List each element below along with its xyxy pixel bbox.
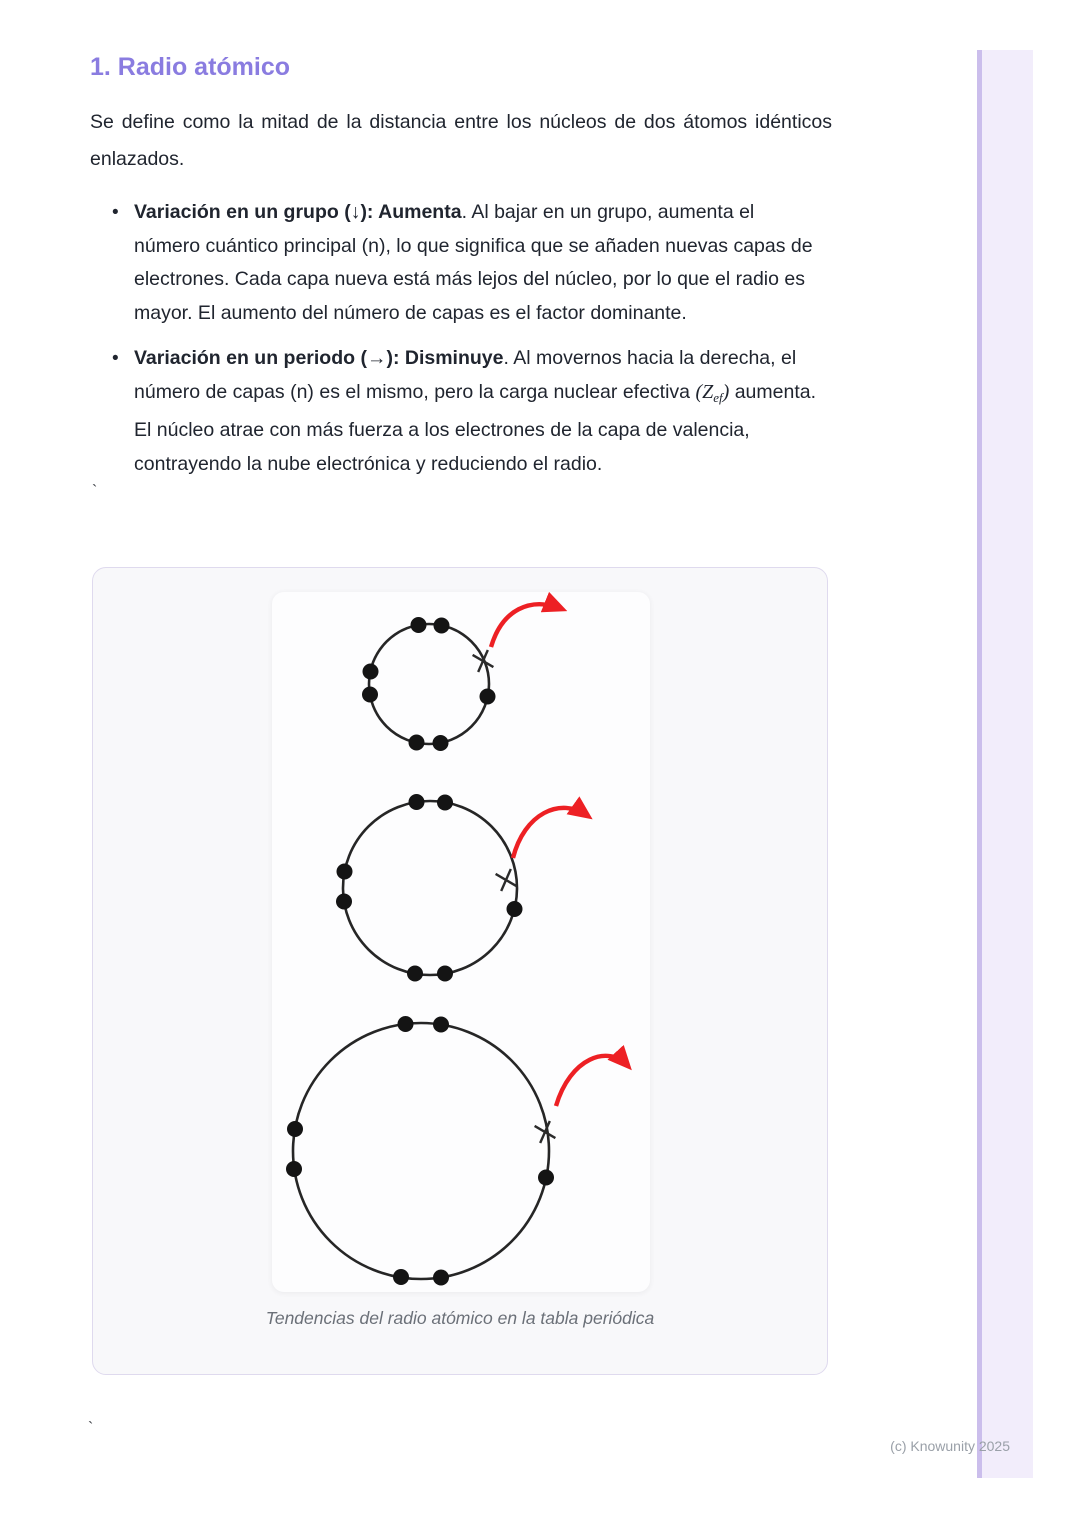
copyright-notice: (c) Knowunity 2025 — [890, 1438, 1010, 1454]
atomic-radius-figure — [272, 592, 650, 1292]
bullet2-body-text-pre: . Al movernos hacia la derecha, el número de capas (n) es el mismo, pero la carga nuclear efectiva — [134, 347, 797, 403]
bullet2-body-text-post: aumenta. El núcleo atrae con más fuerza a los electrones de la capa de valencia, contrayendo la nube electrónica y reduciendo el radio. — [134, 380, 817, 475]
page-edge-accent-bar — [977, 50, 1033, 1478]
figure-caption: Tendencias del radio atómico en la tabla periódica — [265, 1308, 655, 1328]
bullet-marker: • — [112, 202, 119, 223]
atoms-illustration — [272, 592, 650, 1292]
stray-backtick-top: ` — [92, 483, 98, 500]
trend-arrow — [513, 808, 588, 858]
vacancy-x-mark — [496, 869, 517, 891]
trend-arrow — [491, 604, 562, 647]
bullet1-bold-text: Variación en un grupo (↓): Aumenta — [134, 201, 462, 223]
bullet1-body-text: . Al bajar en un grupo, aumenta el número cuántico principal (n), lo que significa que se añaden nuevas capas de electrones. Cada capa nueva está más lejos del núcleo, por lo que el radio es mayor. El aumento del número de capas es el factor dominante. — [134, 201, 813, 324]
stray-backtick-bottom: ` — [88, 1420, 94, 1437]
intro-paragraph: Se define como la mitad de la distancia entre los núcleos de dos átomos idénticos enlazados. — [90, 111, 832, 170]
bullet-marker: • — [112, 348, 119, 369]
large-atom-diagram — [286, 1016, 628, 1286]
trend-arrow — [556, 1056, 628, 1106]
bullet-list — [112, 196, 824, 493]
medium-atom-diagram — [336, 794, 588, 982]
vacancy-x-mark — [473, 650, 494, 672]
list-item-period-variation — [112, 342, 824, 481]
bullet2-bold-text: Variación en un periodo (→): Disminuye — [134, 347, 504, 369]
list-item-group-variation — [112, 196, 824, 330]
effective-nuclear-charge-symbol: $(Z_{ef})$ — [695, 380, 730, 405]
page-title: 1. Radio atómico — [90, 53, 291, 81]
small-atom-diagram — [362, 604, 562, 751]
figure-card — [92, 567, 828, 1375]
